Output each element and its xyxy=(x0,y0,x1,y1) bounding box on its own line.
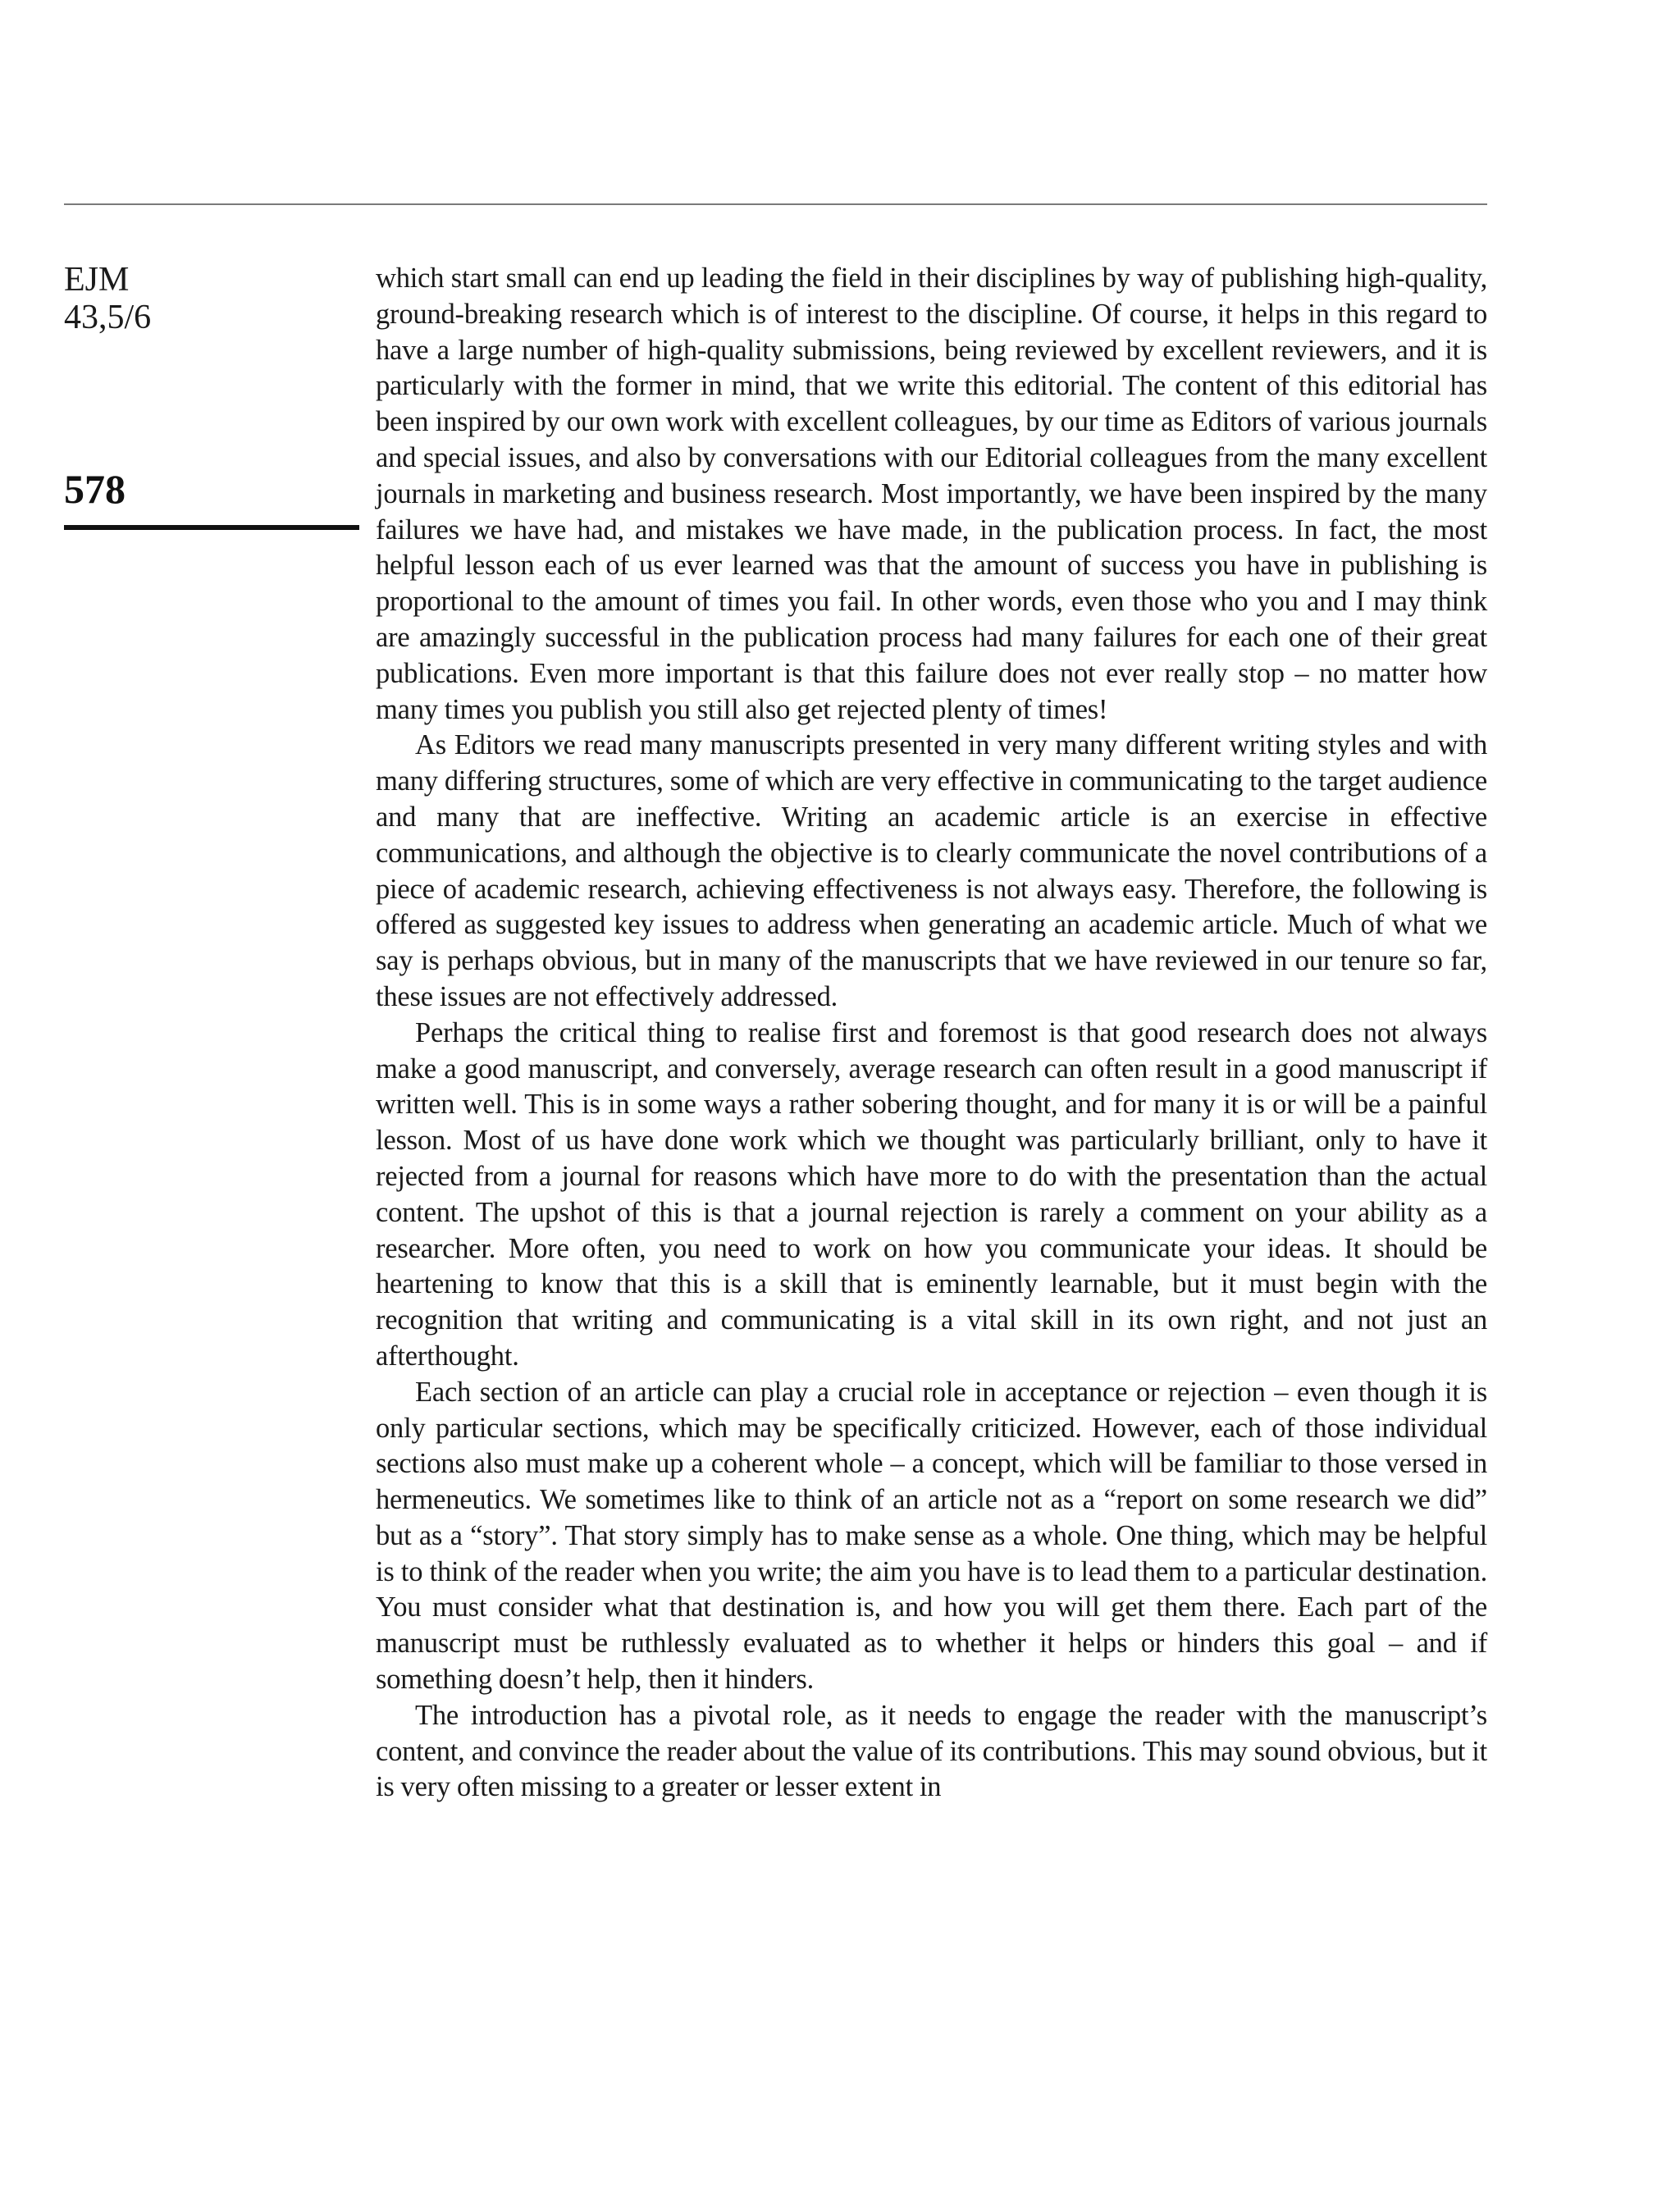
paragraph-2: As Editors we read many manuscripts presented in very many different writing styles and with many differing structures, some of which are very effective in communicating to the target audience and many that are ineffective. Writing an academic article is an exercise in effective communications, and although the objective is to clearly communicate the novel contributions of a piece of academic research, achieving effectiveness is not always easy. Therefore, the following is offered as suggested key issues to address when generating an academic article. Much of what we say is perhaps obvious, but in many of the manuscripts that we have reviewed in our tenure so far, these issues are not effectively addressed. xyxy=(376,729,1487,1012)
volume-issue: 43,5/6 xyxy=(64,299,152,336)
header-rule xyxy=(64,203,1487,205)
running-header xyxy=(64,261,359,336)
page-number: 578 xyxy=(64,466,126,512)
body-text xyxy=(376,261,1487,1806)
paragraph-4: Each section of an article can play a crucial role in acceptance or rejection – even though it is only particular sections, which may be specifically criticized. However, each of those individual sections also must make up a coherent whole – a concept, which will be familiar to those versed in hermeneutics. We sometimes like to think of an article not as a “report on some research we did” but as a “story”. That story simply has to make sense as a whole. One thing, which may be helpful is to think of the reader when you write; the aim you have is to lead them to a particular destination. You must consider what that destination is, and how you will get them there. Each part of the manuscript must be ruthlessly evaluated as to whether it helps or hinders this goal – and if something doesn’t help, then it hinders. xyxy=(376,1376,1487,1696)
paragraph-3: Perhaps the critical thing to realise first and foremost is that good research does not always make a good manuscript, and conversely, average research can often result in a good manuscript if written well. This is in some ways a rather sobering thought, and for many it is or will be a painful lesson. Most of us have done work which we thought was particularly brilliant, only to have it rejected from a journal for reasons which have more to do with the presentation than the actual content. The upshot of this is that a journal rejection is rarely a comment on your ability as a researcher. More often, you need to work on how you communicate your ideas. It should be heartening to know that this is a skill that is eminently learnable, but it must begin with the recognition that writing and communicating is a vital skill in its own right, and not just an afterthought. xyxy=(376,1016,1487,1372)
page-number-rule xyxy=(64,525,359,530)
paragraph-5: The introduction has a pivotal role, as it needs to engage the reader with the manuscript’s content, and convince the reader about the value of its contributions. This may sound obvious, but it is very often missing to a greater or lesser extent in xyxy=(376,1699,1487,1803)
paragraph-1: which start small can end up leading the field in their disciplines by way of publishing high-quality, ground-breaking research which is of interest to the discipline. Of course, it helps in this regard to have a large number of high-quality submissions, being reviewed by excellent reviewers, and it is particularly with the former in mind, that we write this editorial. The content of this editorial has been inspired by our own work with excellent colleagues, by our time as Editors of various journals and special issues, and also by conversations with our Editorial colleagues from the many excellent journals in marketing and business research. Most importantly, we have been inspired by the many failures we have had, and mistakes we have made, in the publication process. In fact, the most helpful lesson each of us ever learned was that the amount of success you have in publishing is proportional to the amount of times you fail. In other words, even those who you and I may think are amazingly successful in the publication process had many failures for each one of their great publications. Even more important is that this failure does not ever really stop – no matter how many times you publish you still also get rejected plenty of times! xyxy=(376,263,1487,725)
journal-abbreviation: EJM xyxy=(64,261,130,299)
